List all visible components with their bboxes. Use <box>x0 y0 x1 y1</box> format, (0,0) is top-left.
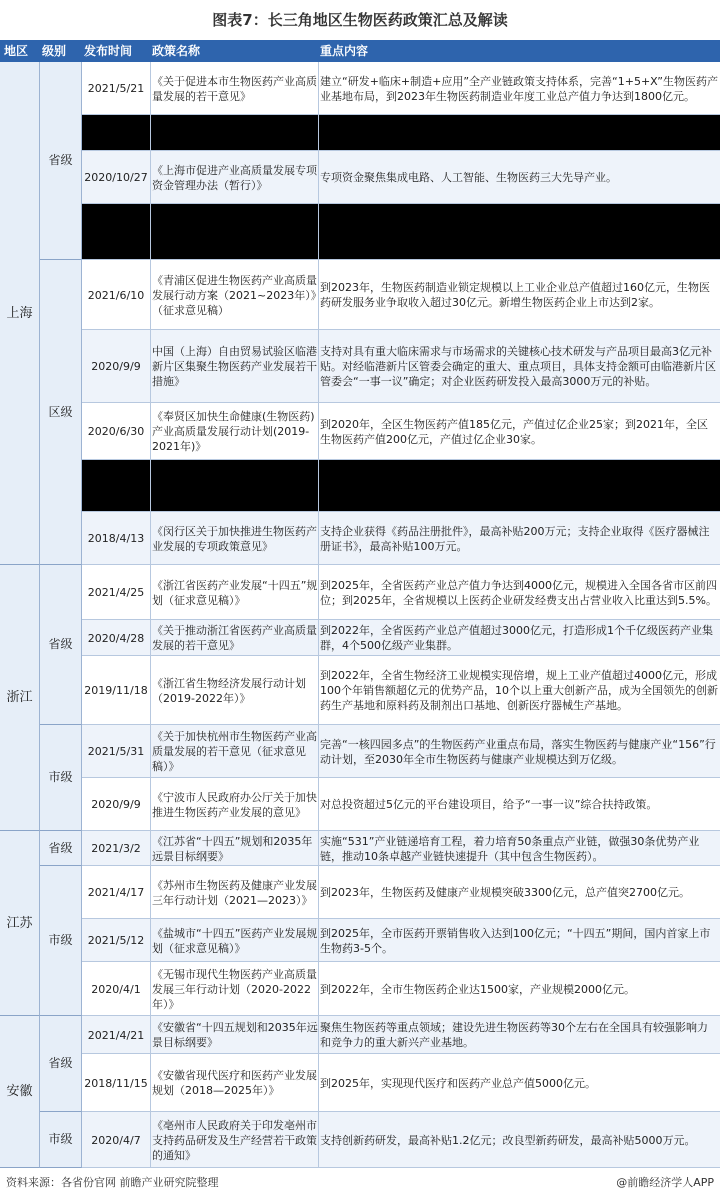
row-date: 2020/9/9 <box>91 360 141 373</box>
row-policy-name: 《安徽省“十四五规划和2035年远景目标纲要》 <box>152 1021 318 1049</box>
region-zhejiang: 浙江 <box>0 565 40 831</box>
row-date: 2021/6/10 <box>87 288 145 302</box>
row-content: 到2020年，全区生物医药产值185亿元，产值过亿企业25家；到2021年，全区生物医药产值200亿元，产值过亿企业30家。 <box>320 417 708 446</box>
row-policy-name: 《浙江省生物经济发展行动计划（2019-2022年）》 <box>152 676 306 705</box>
level-jiangsu-city: 市级 <box>40 866 82 1016</box>
row-policy-name: 《苏州市生物医药及健康产业发展三年行动计划（2021—2023）》 <box>152 878 317 907</box>
level-zhejiang-province: 省级 <box>40 565 82 725</box>
table-row <box>82 656 720 725</box>
column-divider <box>318 62 319 1168</box>
row-date: 2021/4/25 <box>87 586 145 599</box>
row-content: 对总投资超过5亿元的平台建设项目，给予“一事一议”综合扶持政策。 <box>320 798 658 811</box>
row-content: 聚焦生物医药等重点领域；建设先进生物医药等30个左右在全国具有较强影响力和竞争力的重大新兴产业基地。 <box>320 1021 708 1049</box>
row-policy-name: 《关于推动浙江省医药产业高质量发展的若干意见》 <box>152 624 317 652</box>
level-zhejiang-city: 市级 <box>40 725 82 831</box>
header-policy: 政策名称 <box>152 44 201 58</box>
row-content: 到2023年，生物医药制造业锁定规模以上工业企业总产值超过160亿元，生物医药研发服务业争取收入超过30亿元。新增生物医药企业上市达到2家。 <box>320 281 710 309</box>
table-header <box>0 40 720 62</box>
table-row <box>82 1054 720 1112</box>
table-row <box>82 620 720 656</box>
row-date: 2021/5/31 <box>87 745 145 758</box>
column-divider <box>150 62 151 1168</box>
row-date: 2020/4/28 <box>87 631 145 645</box>
row-policy-name: 《宁波市人民政府办公厅关于加快推进生物医药产业发展的意见》 <box>152 790 317 819</box>
row-content: 支持创新药研发，最高补贴1.2亿元；改良型新药研发，最高补贴5000万元。 <box>320 1133 696 1147</box>
header-content: 重点内容 <box>320 44 369 58</box>
row-content: 到2022年，全省生物经济工业规模实现倍增，规上工业产值超过4000亿元，形成100个年销售额超亿元的优势产品，10个以上重大创新产品，成为全国领先的创新药生产基地和原料药及制剂出口基地、创新医疗器械生产基地。 <box>320 669 718 712</box>
region-jiangsu: 江苏 <box>0 831 40 1016</box>
row-date: 2021/5/12 <box>87 934 145 947</box>
row-content: 完善“一核四园多点”的生物医药产业重点布局，落实生物医药与健康产业“156”行动计划，至2030年全市生物医药与健康产业规模达到万亿级。 <box>320 737 716 766</box>
row-policy-name: 《上海市促进产业高质量发展专项资金管理办法（暂行）》 <box>152 163 317 192</box>
level-anhui-city: 市级 <box>40 1112 82 1168</box>
row-policy-name: 《无锡市现代生物医药产业高质量发展三年行动计划（2020-2022年）》 <box>152 967 317 1011</box>
table-row <box>82 962 720 1016</box>
row-content: 到2022年，全市生物医药企业达1500家，产业规模2000亿元。 <box>320 982 635 996</box>
row-policy-name: 《关于加快杭州市生物医药产业高质量发展的若干意见（征求意见稿）》 <box>152 730 317 773</box>
table-row <box>82 330 720 403</box>
header-region: 地区 <box>4 44 29 58</box>
chart-title: 图表7：长三角地区生物医药政策汇总及解读 <box>212 11 508 29</box>
row-date: 2021/5/21 <box>87 82 145 95</box>
region-shanghai: 上海 <box>0 62 40 565</box>
row-content: 专项资金聚焦集成电路、人工智能、生物医药三大先导产业。 <box>320 171 617 184</box>
table-row <box>82 919 720 962</box>
table-row <box>82 565 720 620</box>
row-date: 2021/4/17 <box>87 886 145 899</box>
row-content: 到2025年，全省医药产业总产值力争达到4000亿元，规模进入全国各省市区前四位；到2025年，全省规模以上医药企业研发经费支出占营业收入比重达到5.5%。 <box>320 578 717 607</box>
table-row <box>82 1016 720 1054</box>
row-date: 2020/9/9 <box>91 798 141 811</box>
row-date: 2018/4/13 <box>87 532 145 545</box>
row-content: 到2023年，生物医药及健康产业规模突破3300亿元，总产值突2700亿元。 <box>320 886 690 899</box>
row-content: 实施“531”产业链递培育工程，着力培育50条重点产业链，做强30条优势产业链，推动10条卓越产业链快速提升（其中包含生物医药）。 <box>320 834 700 863</box>
table-row <box>82 831 720 866</box>
row-content: 到2025年，实现现代医疗和医药产业总产值5000亿元。 <box>320 1076 596 1090</box>
row-content: 支持对具有重大临床需求与市场需求的关键核心技术研发与产品项目最高3亿元补贴。对经临港新片区管委会确定的重大、重点项目，具体支持金额可由临港新片区管委会“一事一议”确定；对企业医药研发投入最高3000万元的补贴。 <box>320 345 716 388</box>
table-row <box>82 725 720 778</box>
row-policy-name: 中国（上海）自由贸易试验区临港新片区集聚生物医药产业发展若干措施》 <box>152 345 317 388</box>
row-date: 2018/11/15 <box>84 1076 148 1090</box>
source-note: 资料来源：各省份官网 前瞻产业研究院整理 <box>6 1176 219 1189</box>
row-policy-name: 《浙江省医药产业发展“十四五”规划（征求意见稿）》 <box>152 578 318 607</box>
row-policy-name: 《盐城市“十四五”医药产业发展规划（征求意见稿）》 <box>152 926 318 955</box>
level-shanghai-district: 区级 <box>40 260 82 565</box>
level-anhui-province: 省级 <box>40 1016 82 1112</box>
row-date: 2020/4/1 <box>91 982 141 996</box>
row-policy-name: 《奉贤区加快生命健康(生物医药)产业高质量发展行动计划(2019-2021年)》 <box>152 410 315 453</box>
table-row <box>82 62 720 115</box>
table-row <box>82 866 720 919</box>
header-date: 发布时间 <box>84 44 133 58</box>
redacted-row <box>82 460 720 512</box>
row-date: 2020/10/27 <box>84 171 148 184</box>
table-row <box>82 403 720 460</box>
table-row <box>82 512 720 565</box>
policy-table <box>0 40 720 1168</box>
row-policy-name: 《江苏省“十四五”规划和2035年远景目标纲要》 <box>152 834 313 863</box>
level-jiangsu-province: 省级 <box>40 831 82 866</box>
region-anhui: 安徽 <box>0 1016 40 1168</box>
row-policy-name: 《安徽省现代医疗和医药产业发展规划（2018—2025年）》 <box>152 1069 317 1097</box>
redacted-row <box>82 204 720 260</box>
row-content: 建立“研发+临床+制造+应用”全产业链政策支持体系，完善“1+5+X”生物医药产业基地布局，到2023年生物医药制造业年度工业总产值力争达到1800亿元。 <box>320 74 718 103</box>
header-level: 级别 <box>42 44 67 58</box>
row-date: 2019/11/18 <box>84 684 148 697</box>
table-row <box>82 778 720 831</box>
row-date: 2020/6/30 <box>87 425 145 438</box>
level-shanghai-province: 省级 <box>40 62 82 260</box>
row-content: 到2022年，全省医药产业总产值超过3000亿元，打造形成1个千亿级医药产业集群，4个500亿级产业集群。 <box>320 624 713 652</box>
row-policy-name: 《青浦区促进生物医药产业高质量发展行动方案（2021~2023年）》（征求意见稿） <box>152 273 317 317</box>
row-date: 2020/4/7 <box>91 1133 141 1147</box>
row-date: 2021/3/2 <box>91 842 141 855</box>
table-row <box>82 260 720 330</box>
table-row <box>82 1112 720 1168</box>
row-policy-name: 《关于促进本市生物医药产业高质量发展的若干意见》 <box>152 74 317 103</box>
row-content: 到2025年，全市医药开票销售收入达到100亿元；“十四五”期间，国内首家上市生物药3-5个。 <box>320 926 711 955</box>
table-row <box>82 151 720 204</box>
row-policy-name: 《亳州市人民政府关于印发亳州市支持药品研发及生产经营若干政策的通知》 <box>152 1118 317 1162</box>
row-date: 2021/4/21 <box>87 1028 145 1042</box>
row-policy-name: 《闵行区关于加快推进生物医药产业发展的专项政策意见》 <box>152 524 317 553</box>
brand-credit: @前瞻经济学人APP <box>616 1176 714 1189</box>
row-content: 支持企业获得《药品注册批件》，最高补贴200万元；支持企业取得《医疗器械注册证书》，最高补贴100万元。 <box>320 524 710 553</box>
redacted-row <box>82 115 720 151</box>
